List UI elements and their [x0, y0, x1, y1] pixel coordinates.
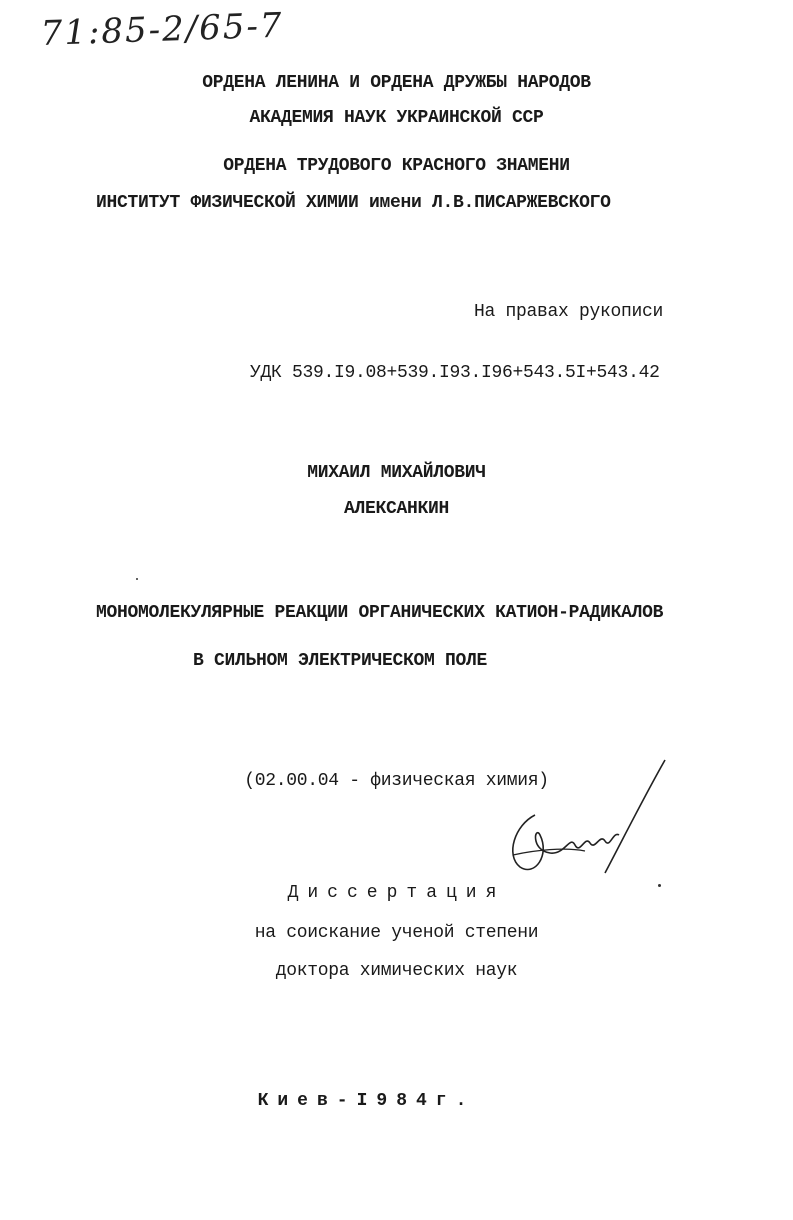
specialty: (02.00.04 - физическая химия): [244, 771, 549, 791]
rights-notice: На правах рукописи: [474, 302, 664, 322]
degree-line-3: доктора химических наук: [275, 961, 518, 981]
udk-code: УДК 539.I9.08+539.I93.I96+543.5I+543.42: [250, 363, 660, 383]
org-line-1: ОРДЕНА ЛЕНИНА И ОРДЕНА ДРУЖБЫ НАРОДОВ: [202, 73, 591, 93]
ink-speck: [658, 884, 661, 887]
signature-mark: [495, 755, 685, 885]
archive-number: 71:85-2/65-7: [40, 5, 285, 54]
ink-speck: [136, 578, 138, 580]
title-line-2: В СИЛЬНОМ ЭЛЕКТРИЧЕСКОМ ПОЛЕ: [193, 651, 488, 671]
title-line-1: МОНОМОЛЕКУЛЯРНЫЕ РЕАКЦИИ ОРГАНИЧЕСКИХ КАТИОН-РАДИКАЛОВ: [96, 603, 664, 623]
place-and-year: Киев-I984г.: [257, 1091, 476, 1111]
institute-line-2: ИНСТИТУТ ФИЗИЧЕСКОЙ ХИМИИ имени Л.В.ПИСАРЖЕВСКОГО: [96, 193, 611, 213]
degree-line-1: Диссертация: [287, 883, 506, 903]
author-given-names: МИХАИЛ МИХАЙЛОВИЧ: [307, 463, 486, 483]
org-line-2: АКАДЕМИЯ НАУК УКРАИНСКОЙ ССР: [249, 108, 544, 128]
author-surname: АЛЕКСАНКИН: [343, 499, 450, 519]
degree-line-2: на соискание ученой степени: [254, 923, 539, 943]
institute-line-1: ОРДЕНА ТРУДОВОГО КРАСНОГО ЗНАМЕНИ: [223, 156, 570, 176]
